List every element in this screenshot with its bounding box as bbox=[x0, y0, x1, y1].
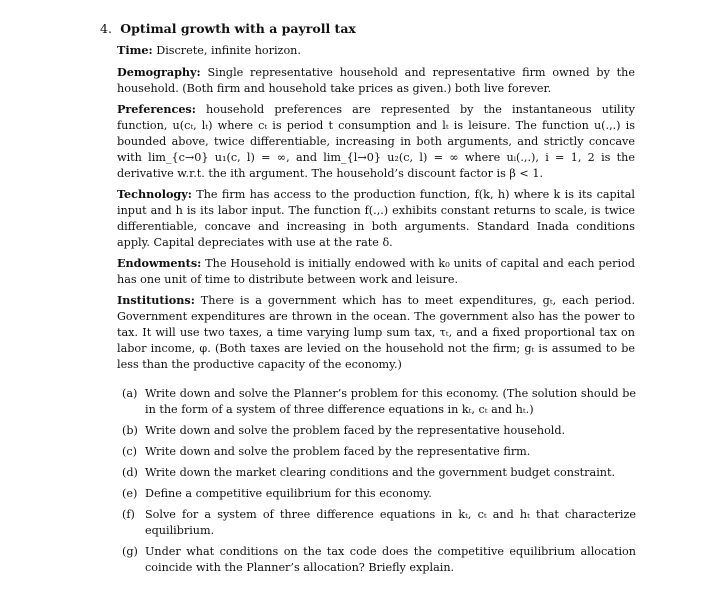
technology-paragraph bbox=[117, 186, 635, 251]
question-item-a bbox=[122, 386, 636, 418]
question-label: (f) bbox=[122, 508, 135, 521]
question-text: Define a competitive equilibrium for this economy. bbox=[145, 487, 432, 500]
technology-text: The firm has access to the production function, f(k, h) where k is its capital input and h is its labor input. The function f(.,.) exhibits constant returns to scale, is twice differentiable, concave and increasing in both arguments. Standard Inada conditions apply. Capital depreciates with use at the rate δ. bbox=[117, 188, 635, 249]
problem-number: 4. bbox=[100, 21, 112, 36]
time-paragraph bbox=[117, 42, 635, 59]
institutions-paragraph bbox=[117, 292, 635, 373]
question-text: Under what conditions on the tax code does the competitive equilibrium allocation coincide with the Planner’s allocation? Briefly explain. bbox=[145, 545, 636, 574]
demography-label: Demography: bbox=[117, 65, 201, 79]
question-item-e bbox=[122, 486, 636, 502]
question-label: (e) bbox=[122, 487, 138, 500]
demography-paragraph bbox=[117, 64, 635, 97]
institutions-label: Institutions: bbox=[117, 293, 195, 307]
time-text: Discrete, infinite horizon. bbox=[156, 44, 301, 57]
question-label: (g) bbox=[122, 545, 138, 558]
endowments-text: The Household is initially endowed with k₀ units of capital and each period has one unit of time to distribute between work and leisure. bbox=[117, 257, 635, 286]
question-text: Write down the market clearing conditions and the government budget constraint. bbox=[145, 466, 616, 479]
question-item-g bbox=[122, 544, 636, 576]
time-label: Time: bbox=[117, 43, 153, 57]
demography-text: Single representative household and representative firm owned by the household. (Both firm and household take prices as given.) both live forever. bbox=[117, 66, 635, 95]
problem-title: Optimal growth with a payroll tax bbox=[120, 21, 356, 36]
question-text: Write down and solve the problem faced by the representative firm. bbox=[145, 445, 531, 458]
question-item-d bbox=[122, 465, 636, 481]
institutions-text: There is a government which has to meet expenditures, gₜ, each period. Government expenditures are thrown in the ocean. The government also has the power to tax. It will use two taxes, a time varying lump sum tax, τₜ, and a fixed proportional tax on labor income, φ. (Both taxes are levied on the household not the firm; gₜ is assumed to be less than the productive capacity of the economy.) bbox=[117, 294, 635, 371]
question-list bbox=[122, 386, 636, 581]
question-text: Write down and solve the Planner’s problem for this economy. (The solution should be in the form of a system of three difference equations in kₜ, cₜ and hₜ.) bbox=[145, 387, 636, 416]
question-label: (c) bbox=[122, 445, 137, 458]
question-item-b bbox=[122, 423, 636, 439]
endowments-label: Endowments: bbox=[117, 256, 202, 270]
question-item-c bbox=[122, 444, 636, 460]
question-label: (d) bbox=[122, 466, 138, 479]
problem-heading bbox=[100, 21, 356, 37]
question-text: Write down and solve the problem faced by the representative household. bbox=[145, 424, 566, 437]
question-label: (b) bbox=[122, 424, 138, 437]
technology-label: Technology: bbox=[117, 187, 192, 201]
preferences-label: Preferences: bbox=[117, 102, 196, 116]
question-text: Solve for a system of three difference equations in kₜ, cₜ and hₜ that characterize equilibrium. bbox=[145, 508, 636, 537]
question-item-f bbox=[122, 507, 636, 539]
endowments-paragraph bbox=[117, 255, 635, 288]
preferences-text: household preferences are represented by the instantaneous utility function, u(cₜ, lₜ) where cₜ is period t consumption and lₜ is leisure. The function u(.,.) is bounded above, twice differentiable, increasing in both arguments, and strictly concave with lim_{c→0} u₁(c, l) = ∞, and lim_{l→0} u₂(c, l) = ∞ where uᵢ(.,.), i = 1, 2 is the derivative w.r.t. the ith argument. The household’s discount factor is β < 1. bbox=[117, 103, 636, 180]
preferences-paragraph bbox=[117, 101, 635, 182]
question-label: (a) bbox=[122, 387, 138, 400]
